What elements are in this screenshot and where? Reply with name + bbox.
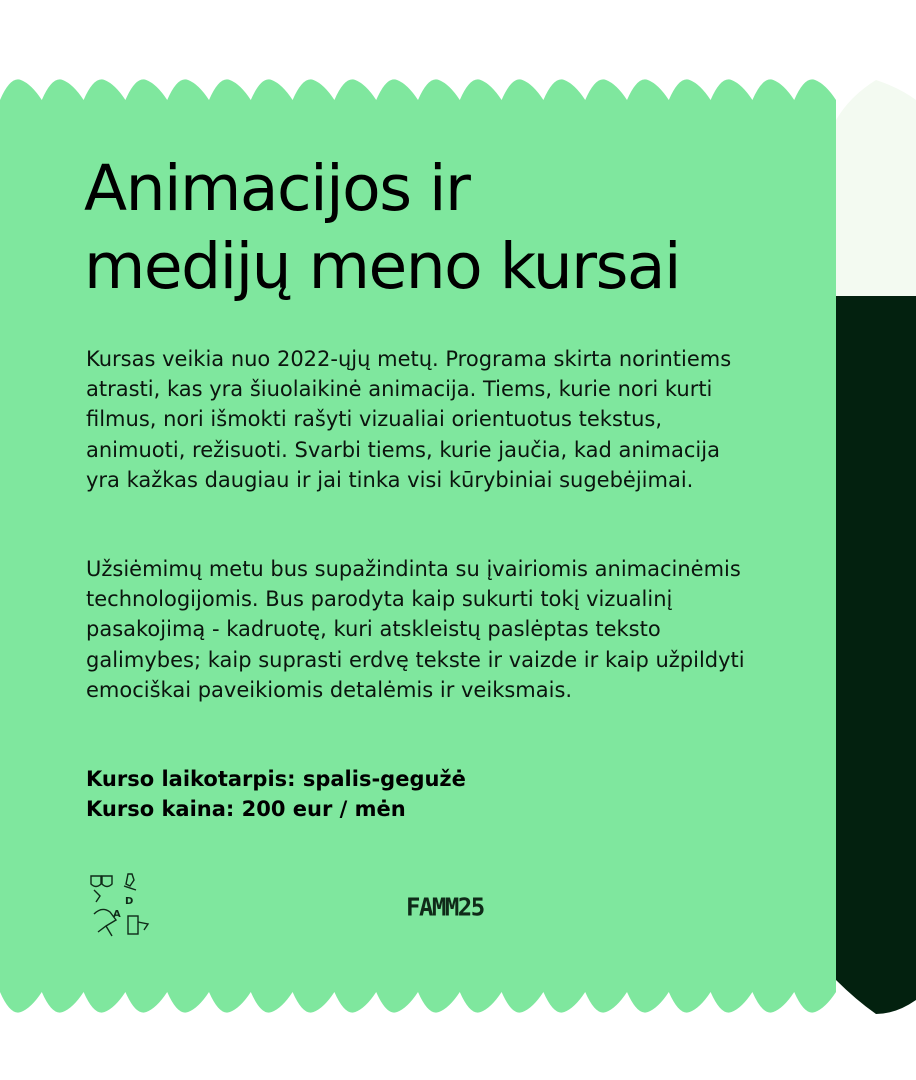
uda-letter-d: D [125,896,134,907]
description-paragraph-1: Kursas veikia nuo 2022-ųjų metų. Programa skirta norintiems atrasti, kas yra šiuolaikinė animacija. Tiems, kurie nori kurti filmus, nori išmokti rašyti vizualiai orientuotus tekstus, animuoti, režisuoti. Svarbi tiems, kurie jaučia, kad animacija yra kažkas daugiau ir jai tinka visi kūrybiniai sugebėjimai. [86,347,732,492]
course-price: Kurso kaina: 200 eur / mėn [86,797,406,821]
title-line-1: Animacijos ir [84,152,470,225]
card-content [84,150,764,821]
uda-logo-icon [88,872,152,942]
course-period: Kurso laikotarpis: spalis-gegužė [86,767,466,791]
description-paragraph-2: Užsiėmimų metu bus supažindinta su įvairiomis animacinėmis technologijomis. Bus parodyta kaip sukurti tokį vizualinį pasakojimą - kadruotę, kuri atskleistų paslėptas teksto galimybes; kaip suprasti erdvę tekste ir vaizde ir kaip užpildyti emociškai paveikiomis detalėmis ir veiksmais. [86,557,745,702]
famm25-logo: FAMM25 [406,892,484,922]
course-facts [86,764,466,824]
page-title [84,150,764,306]
side-tab-dark [836,296,916,1014]
uda-letter-a: A [113,909,121,920]
title-line-2: medijų meno kursai [84,230,681,303]
side-tab-light [836,80,916,296]
